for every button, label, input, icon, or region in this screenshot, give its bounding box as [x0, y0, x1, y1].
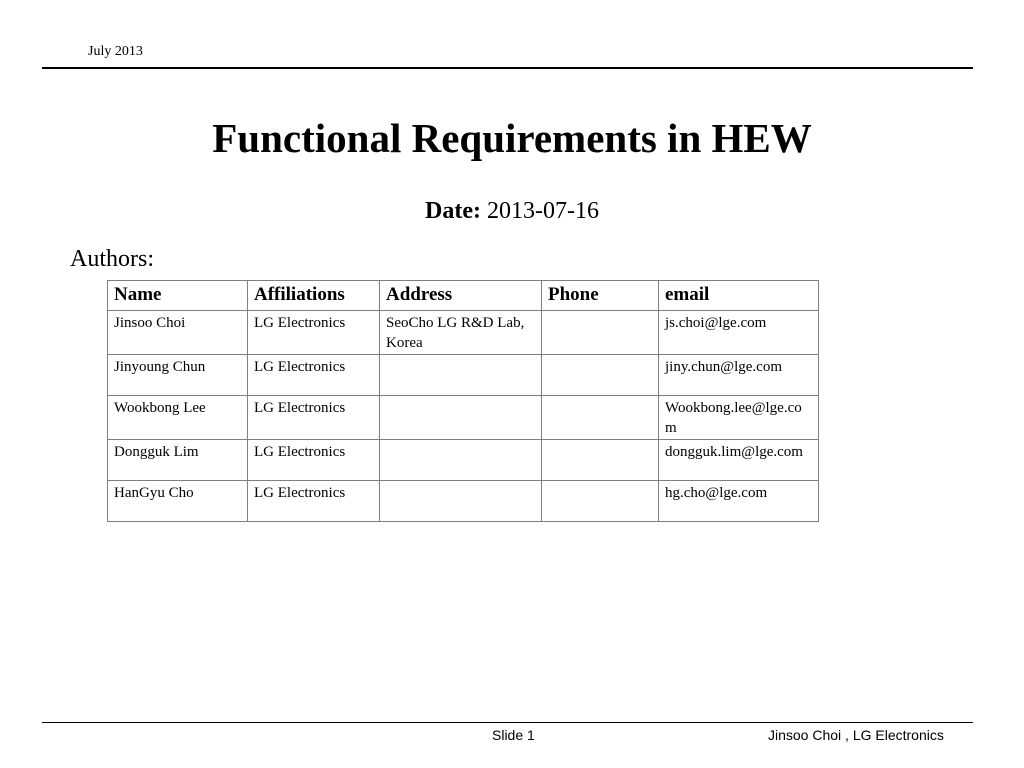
author-name: Dongguk Lim [108, 440, 248, 481]
author-email: dongguk.lim@lge.com [659, 440, 819, 481]
authors-heading: Authors: [70, 246, 154, 272]
slide-number: Slide 1 [492, 727, 535, 743]
column-header-email: email [659, 281, 819, 311]
author-phone [542, 440, 659, 481]
column-header-address: Address [380, 281, 542, 311]
footer-author: Jinsoo Choi , LG Electronics [768, 727, 944, 743]
author-name: Wookbong Lee [108, 396, 248, 440]
author-name: HanGyu Cho [108, 481, 248, 522]
header-date: July 2013 [88, 44, 143, 59]
author-affiliation: LG Electronics [248, 396, 380, 440]
author-address: SeoCho LG R&D Lab, Korea [380, 311, 542, 355]
table-header-row [108, 281, 819, 311]
author-affiliation: LG Electronics [248, 481, 380, 522]
author-address [380, 396, 542, 440]
slide-title: Functional Requirements in HEW [212, 115, 812, 161]
footer-divider [42, 722, 973, 723]
date-label: Date: [425, 198, 481, 224]
author-email: jiny.chun@lge.com [659, 355, 819, 396]
table-row [108, 311, 819, 355]
author-name: Jinsoo Choi [108, 311, 248, 355]
column-header-phone: Phone [542, 281, 659, 311]
table-row [108, 396, 819, 440]
author-email: hg.cho@lge.com [659, 481, 819, 522]
table-row [108, 481, 819, 522]
author-phone [542, 396, 659, 440]
table-row [108, 355, 819, 396]
author-phone [542, 355, 659, 396]
author-affiliation: LG Electronics [248, 355, 380, 396]
author-name: Jinyoung Chun [108, 355, 248, 396]
author-phone [542, 481, 659, 522]
date-value: 2013-07-16 [486, 198, 599, 224]
author-address [380, 440, 542, 481]
author-phone [542, 311, 659, 355]
slide-date [0, 195, 1024, 227]
header-divider [42, 67, 973, 69]
author-affiliation: LG Electronics [248, 311, 380, 355]
column-header-affiliations: Affiliations [248, 281, 380, 311]
column-header-name: Name [108, 281, 248, 311]
author-address [380, 355, 542, 396]
author-email: js.choi@lge.com [659, 311, 819, 355]
author-email: Wookbong.lee@lge.com [659, 396, 819, 440]
author-affiliation: LG Electronics [248, 440, 380, 481]
table-row [108, 440, 819, 481]
author-address [380, 481, 542, 522]
authors-table [107, 280, 819, 522]
